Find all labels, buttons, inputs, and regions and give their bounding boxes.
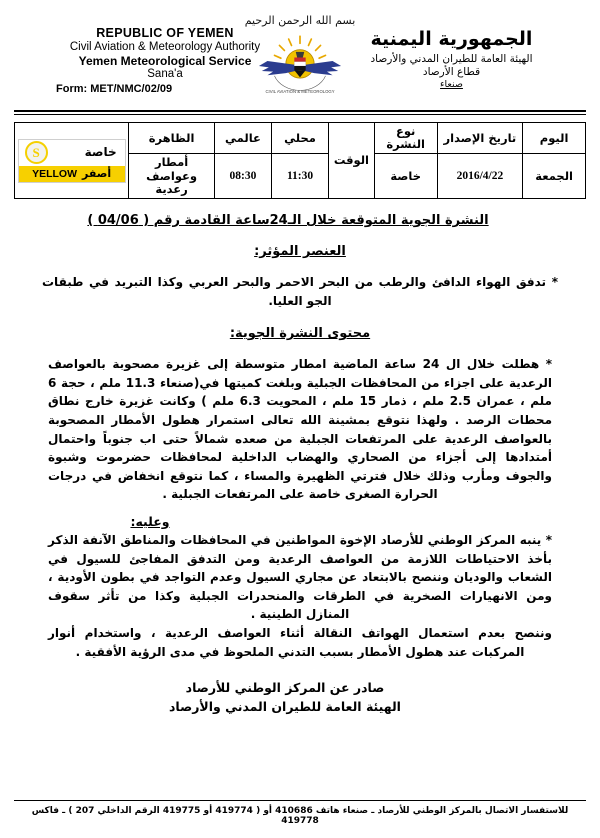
form-number: Form: MET/NMC/02/09 <box>56 83 173 96</box>
page-title: النشرة الجوية المتوقعة خلال الـ24ساعة القادمة رقم ( 04/06 ) <box>87 213 489 229</box>
value-issue-date: 2016/4/22 <box>437 154 523 199</box>
english-country-name: REPUBLIC OF YEMEN <box>96 26 234 40</box>
warning-badge <box>18 139 126 183</box>
header-divider <box>14 110 586 115</box>
bulletin-summary-table <box>14 122 586 199</box>
basmala-text: بسم الله الرحمن الرحيم <box>244 14 356 27</box>
value-utc-time: 08:30 <box>214 154 271 199</box>
english-service-name: Yemen Meteorological Service <box>78 54 252 69</box>
section-influencing-factor <box>14 244 586 310</box>
english-authority-name: Civil Aviation & Meteorology Authority <box>69 40 261 53</box>
warning-level-english: YELLOW <box>32 168 78 181</box>
value-local-time: 11:30 <box>272 154 329 199</box>
arabic-organization-block <box>339 28 564 91</box>
warning-level-arabic: أصفر <box>82 166 112 180</box>
special-bulletin-s-icon <box>25 141 48 164</box>
civil-aviation-meteorology-emblem-icon <box>257 32 343 100</box>
english-organization-block <box>50 26 280 96</box>
advisory-paragraph-2: وننصح بعدم استعمال الهواتف النقالة أثناء العواصف الرعدية ، واستخدام أنوار المركبات عند هطول الأمطار بسبب التدني الملحوظ في مدى الرؤية الأفقية . <box>48 626 552 659</box>
arabic-country-name: الجمهورية اليمنية <box>370 28 533 50</box>
section-advisory <box>14 514 586 661</box>
header-day: اليوم <box>523 123 586 154</box>
svg-text:CIVIL AVIATION & METEOROLOGY: CIVIL AVIATION & METEOROLOGY <box>265 88 335 94</box>
table-header-row <box>15 123 586 154</box>
footer-divider <box>14 800 586 801</box>
advisory-paragraph-1: * ينبه المركز الوطني للأرصاد الإخوة المواطنين في المحافظات والمناطق الآنفة الذكر بأخذ الاحتياطات اللازمة من العواصف الرعدية ومن التدفق المفاجئ للسيول في الشعاب والوديان وننصح بالابتعاد عن مجاري السيول وعدم التواجد في بطون الأودية ، ومن الانهيارات الصخرية في الطرقات والمنحدرات الجبلية وكذا من تأثر سقوف المنازل الطينية . <box>48 533 552 622</box>
warning-badge-bottom <box>19 166 125 183</box>
header-issue-date: تاريخ الإصدار <box>437 123 523 154</box>
header-time: الوقت <box>329 123 375 199</box>
document-header <box>14 0 586 108</box>
factor-heading: العنصر المؤثر: <box>254 244 346 260</box>
arabic-city-name: صنعاء <box>440 79 463 90</box>
header-bulletin-type: نوع النشرة <box>374 123 437 154</box>
header-utc-time: عالمي <box>214 123 271 154</box>
advisory-heading: وعليه: <box>130 514 170 530</box>
signature-block <box>14 679 586 717</box>
value-phenomenon: أمطار وعواصف رعدية <box>129 154 215 199</box>
factor-text: * تدفق الهواء الدافئ والرطب من البحر الاحمر والبحر العربي وكذا التبريد في طبقات الجو العليا. <box>42 275 558 308</box>
s-letter: S <box>32 144 40 160</box>
header-local-time: محلي <box>272 123 329 154</box>
content-heading: محتوى النشرة الجوية: <box>229 326 371 342</box>
signature-line-1: صادر عن المركز الوطني للأرصاد <box>185 680 385 696</box>
value-bulletin-type: خاصة <box>374 154 437 199</box>
value-day: الجمعة <box>523 154 586 199</box>
warning-badge-top <box>19 140 125 166</box>
header-phenomenon: الظاهرة <box>129 123 215 154</box>
arabic-authority-name: الهيئة العامة للطيران المدني والأرصاد <box>370 52 533 65</box>
warning-level-cell <box>15 123 129 199</box>
signature-line-2: الهيئة العامة للطيران المدني والأرصاد <box>169 698 401 714</box>
document-footer <box>14 800 586 826</box>
footer-contact-text: للاستفسار الاتصال بالمركز الوطني للأرصاد ـ صنعاء هاتف 410686 أو ( 419774 أو 419775 الرقم الداخلي 207 ) ـ فاكس 419778 <box>31 806 569 826</box>
content-text: * هطلت خلال ال 24 ساعة الماضية امطار متوسطة إلى غزيرة مصحوبة بالعواصف الرعدية على اجزاء من المحافظات الجبلية وبلغت كميتها في(صنعاء 11.3 ملم ، حجة 6 ملم ، عمران 2.5 ملم ، ذمار 15 ملم ، المحويت 6.3 ملم ) وكانت غزيرة خارج نطاق محطات الرصد . ولهذا نتوقع بمشينة الله تعالى استمرار هطول الأمطار المصحوبة بالعواصف الرعدية على المرتفعات الجبلية من صعده شمالاً حتى اب جنوباً واحتمال أمتدادها إلى أجزاء من الصحاري والهضاب الداخلية لمحافظات حضرموت وشبوة والجوف ومأرب وذلك خلال فترتي الظهيرة والمساء ، كما نتوقع انخفاض في درجات الحرارة الصغرى خاصة على المرتفعات الجبلية . <box>48 357 552 502</box>
arabic-sector-name: قطاع الأرصاد <box>422 65 481 78</box>
warning-badge-label: خاصة <box>84 144 117 159</box>
section-bulletin-content <box>14 326 586 504</box>
english-city-name: Sana'a <box>147 68 183 81</box>
